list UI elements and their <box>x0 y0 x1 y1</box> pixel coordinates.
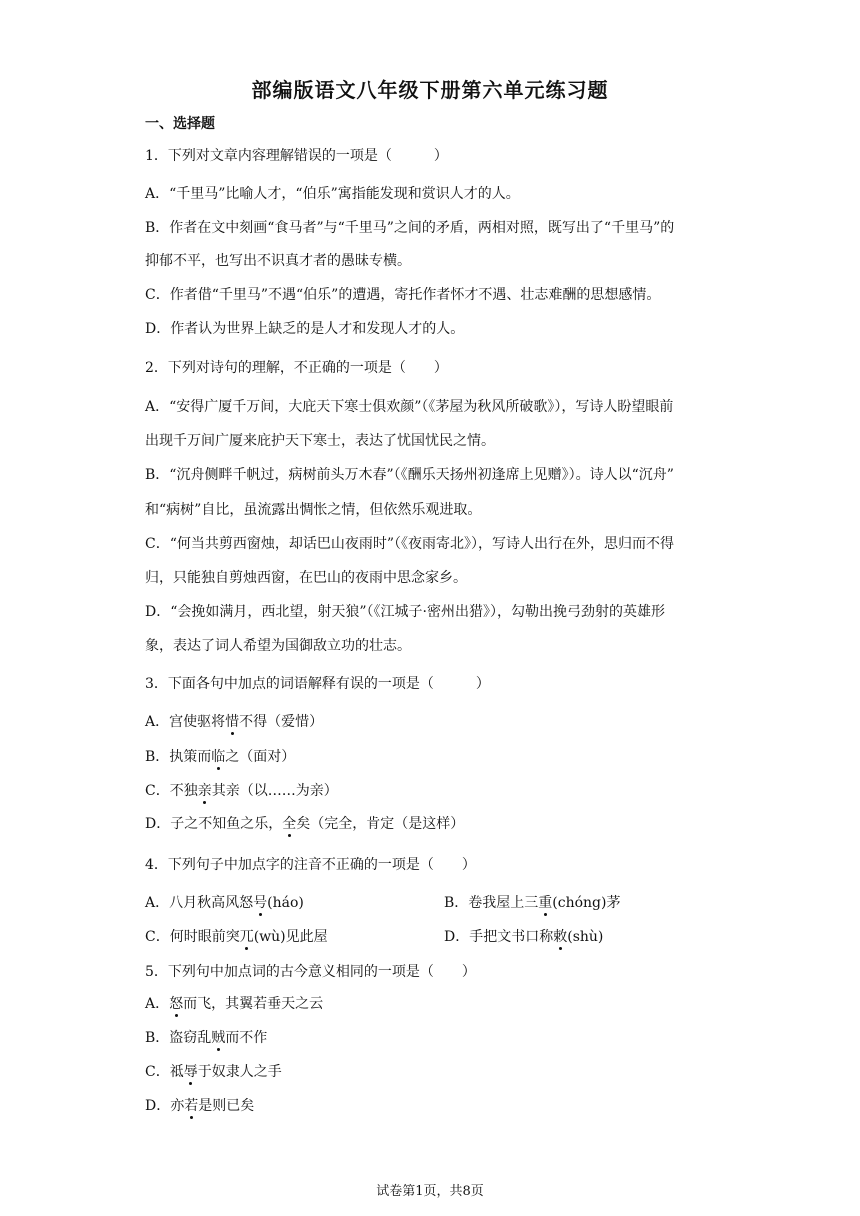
dotted-char: 若 <box>184 1098 199 1114</box>
question-2-option-a-line1: A．“安得广厦千万间，大庇天下寒士俱欢颜”（《茅屋为秋风所破歌》），写诗人盼望眼前 <box>145 399 674 415</box>
question-2-option-b-line1: B．“沉舟侧畔千帆过，病树前头万木春”（《酬乐天扬州初逢席上见赠》）。诗人以“沉舟” <box>145 467 674 483</box>
question-5-stem: 5．下列句中加点词的古今意义相同的一项是（ ） <box>145 964 476 980</box>
question-2-option-a-line2: 出现千万间广厦来庇护天下寒士，表达了忧国忧民之情。 <box>145 433 495 449</box>
question-4-option-a: A．八月秋高风怒号(háo) <box>145 895 304 911</box>
question-2-option-c-line1: C．“何当共剪西窗烛，却话巴山夜雨时”（《夜雨寄北》），写诗人出行在外，思归而不得 <box>145 536 675 552</box>
question-5-option-a: A．怒而飞，其翼若垂天之云 <box>145 996 324 1012</box>
dotted-char: 全 <box>282 816 297 832</box>
question-1-option-b-line2: 抑郁不平，也写出不识真才者的愚昧专横。 <box>145 253 411 269</box>
question-5-option-b: B．盗窃乱贼而不作 <box>145 1030 268 1046</box>
question-4-option-d: D．手把文书口称敕(shù) <box>444 929 604 945</box>
dotted-char: 临 <box>211 749 226 765</box>
question-2-option-c-line2: 归，只能独自剪烛西窗，在巴山的夜雨中思念家乡。 <box>145 570 467 586</box>
page-footer: 试卷第1页，共8页 <box>376 1184 484 1199</box>
dotted-char: 敕 <box>553 929 568 945</box>
question-1-option-b-line1: B．作者在文中刻画“食马者”与“千里马”之间的矛盾，两相对照，既写出了“千里马”的 <box>145 220 675 236</box>
section-heading: 一、选择题 <box>145 116 215 132</box>
question-2-stem: 2．下列对诗句的理解，不正确的一项是（ ） <box>145 360 448 376</box>
question-3-stem: 3．下面各句中加点的词语解释有误的一项是（ ） <box>145 676 490 692</box>
question-1-stem: 1．下列对文章内容理解错误的一项是（ ） <box>145 148 448 164</box>
dotted-char: 亲 <box>197 783 212 799</box>
question-4-option-c: C．何时眼前突兀(wù)见此屋 <box>145 929 328 945</box>
question-2-option-b-line2: 和“病树”自比，虽流露出惆怅之情，但依然乐观进取。 <box>145 502 482 518</box>
dotted-char: 重 <box>538 895 553 911</box>
dotted-char: 兀 <box>239 929 254 945</box>
question-4-stem: 4．下列句子中加点字的注音不正确的一项是（ ） <box>145 857 476 873</box>
question-3-option-a: A．宫使驱将惜不得（爱惜） <box>145 714 324 730</box>
dotted-char: 怒 <box>169 996 184 1012</box>
question-2-option-d-line1: D．“会挽如满月，西北望，射天狼”（《江城子·密州出猎》），勾勒出挽弓劲射的英雄形 <box>145 604 665 620</box>
question-1-option-a: A．“千里马”比喻人才，“伯乐”寓指能发现和赏识人才的人。 <box>145 186 520 202</box>
question-3-option-d: D．子之不知鱼之乐，全矣（完全，肯定（是这样） <box>145 816 465 832</box>
dotted-char: 贼 <box>211 1030 226 1046</box>
question-3-option-b: B．执策而临之（面对） <box>145 749 296 765</box>
question-5-option-c: C．祗辱于奴隶人之手 <box>145 1064 282 1080</box>
question-4-option-b: B．卷我屋上三重(chóng)茅 <box>444 895 621 911</box>
question-5-option-d: D．亦若是则已矣 <box>145 1098 255 1114</box>
question-1-option-c: C．作者借“千里马”不遇“伯乐”的遭遇，寄托作者怀才不遇、壮志难酬的思想感情。 <box>145 287 661 303</box>
question-1-option-d: D．作者认为世界上缺乏的是人才和发现人才的人。 <box>145 321 465 337</box>
question-3-option-c: C．不独亲其亲（以……为亲） <box>145 783 338 799</box>
dotted-char: 惜 <box>225 714 240 730</box>
dotted-char: 号 <box>253 895 268 911</box>
page-title: 部编版语文八年级下册第六单元练习题 <box>251 78 609 102</box>
dotted-char: 辱 <box>183 1064 198 1080</box>
question-2-option-d-line2: 象，表达了词人希望为国御敌立功的壮志。 <box>145 638 411 654</box>
